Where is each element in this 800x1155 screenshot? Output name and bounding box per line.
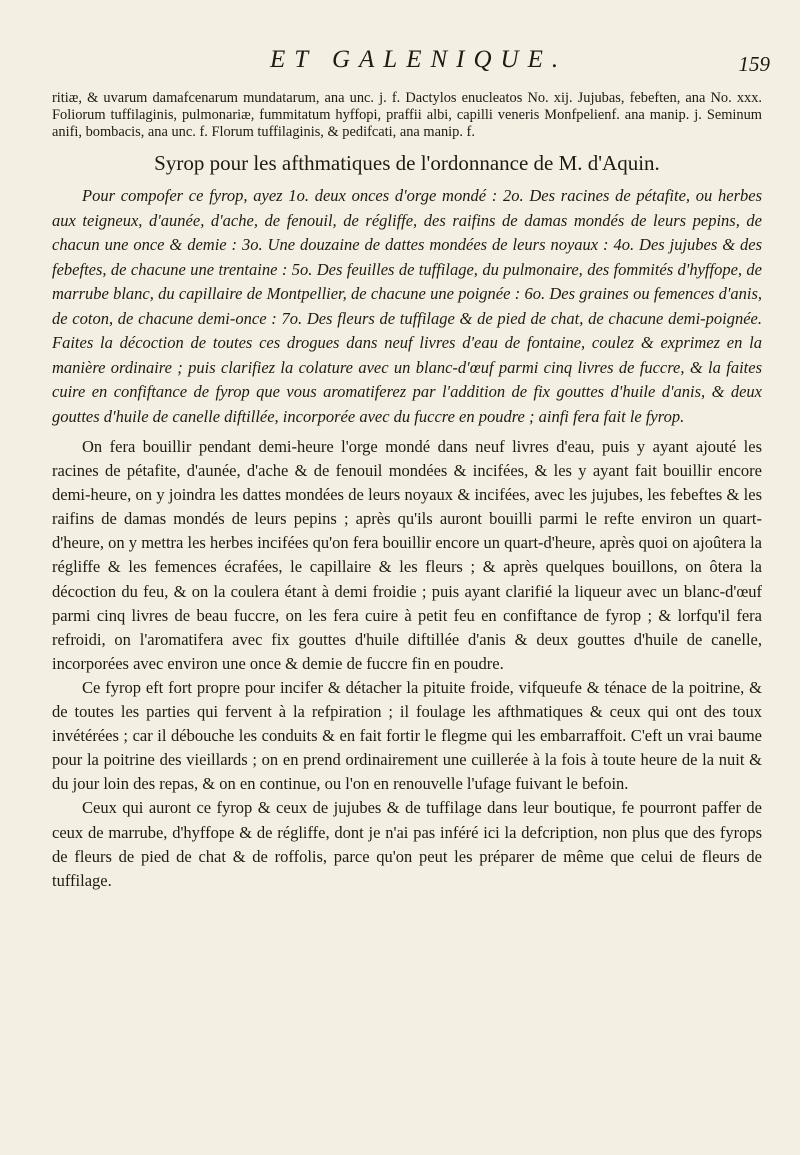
commentary-paragraph-substitutes: Ceux qui auront ce fyrop & ceux de jujubes & de tuffilage dans leur boutique, fe pourront paffer de ceux de marrube, d'hyffope & de régliffe, dont je n'ai pas inféré ici la defcription, non plus que des fyrops de fleurs de pied de chat & de roffolis, parce qu'on peut les préparer de même que celui de fleurs de tuffilage. <box>52 798 762 890</box>
recipe-block <box>52 184 762 429</box>
intro-paragraph: ritiæ, & uvarum damafcenarum mundatarum, ana unc. j. f. Dactylos enucleatos No. xij. Jujubas, febeften, ana No. xxx. Foliorum tuffilaginis, pulmonariæ, fummitatum hyffopi, praffii albi, capilli veneris Monfpelienf. ana manip. j. Seminum anifi, bombacis, ana unc. f. Florum tuffilaginis, & pedifcati, ana manip. f. <box>52 90 762 140</box>
commentary-paragraph-preparation: On fera bouillir pendant demi-heure l'orge mondé dans neuf livres d'eau, puis y ayant ajouté les racines de pétafite, d'aunée, d'ache & de fenouil mondées & incifées, & les y ayant fait bouillir encore demi-heure, on y joindra les dattes mondées de leurs noyaux & incifées, avec les jujubes, les febeftes & les raifins de damas mondés de leurs pepins ; après qu'ils auront bouilli parmi le refte environ un quart-d'heure, on y mettra les herbes incifées qu'on fera bouillir encore un quart-d'heure, après quoi on ajoûtera la régliffe & les femences écrafées, le capillaire & les fleurs ; & après quelques bouillons, on ôtera la décoction du feu, & on la coulera étant à demi froidie ; puis ayant clarifié la liqueur avec un blanc-d'œuf parmi cinq livres de beau fuccre, on les fera cuire à petit feu en confiftance de fyrop ; & lorfqu'il fera refroidi, on l'aromatifera avec fix gouttes d'huile diftillée d'anis & deux gouttes d'huile de canelle, incorporées avec environ une once & demie de fuccre fin en poudre. <box>52 437 762 673</box>
page-number: 159 <box>738 52 770 76</box>
recipe-paragraph: Pour compofer ce fyrop, ayez 1o. deux onces d'orge mondé : 2o. Des racines de pétafite, ou herbes aux teigneux, d'aunée, d'ache, de fenouil, de régliffe, des raifins de damas mondés de leurs pepins, de chacun une once & demie : 3o. Une douzaine de dattes mondées de leurs noyaux : 4o. Des jujubes & des febeftes, de chacune une trentaine : 5o. Des feuilles de tuffilage, du pulmonaire, des fommités d'hyffope, de marrube blanc, du capillaire de Montpellier, de chacune une poignée : 6o. Des graines ou femences d'anis, de coton, de chacune demi-once : 7o. Des fleurs de tuffilage & de pied de chat, de chacune demi-poignée. Faites la décoction de toutes ces drogues dans neuf livres d'eau de fontaine, coulez & exprimez en la manière ordinaire ; puis clarifiez la colature avec un blanc-d'œuf parmi cinq livres de fuccre, & la faites cuire en confiftance de fyrop que vous aromatiferez par l'addition de fix gouttes d'huile d'anis, & deux gouttes d'huile de canelle diftillée, incorporée avec du fuccre en poudre ; ainfi fera fait le fyrop. <box>52 186 762 426</box>
commentary-block <box>52 435 762 893</box>
intro-block <box>52 90 762 141</box>
body-text <box>52 90 762 893</box>
running-head-title: ET GALENIQUE. <box>270 46 568 73</box>
commentary-paragraph-virtues: Ce fyrop eft fort propre pour incifer & détacher la pituite froide, vifqueufe & ténace de la poitrine, & de toutes les parties qui fervent à la refpiration ; il foulage les afthmatiques & ceux qui ont des toux invétérées ; car il débouche les conduits & en fait fortir le flegme qui les embarraffoit. C'eft un vrai baume pour la poitrine des vieillards ; on en prend ordinairement une cuillerée à la fois à toute heure de la nuit & du jour loin des repas, & on en continue, ou l'on en renouvelle l'ufage fuivant le befoin. <box>52 677 762 794</box>
section-title: Syrop pour les afthmatiques de l'ordonnance de M. d'Aquin. <box>154 151 660 175</box>
running-head <box>0 42 800 82</box>
